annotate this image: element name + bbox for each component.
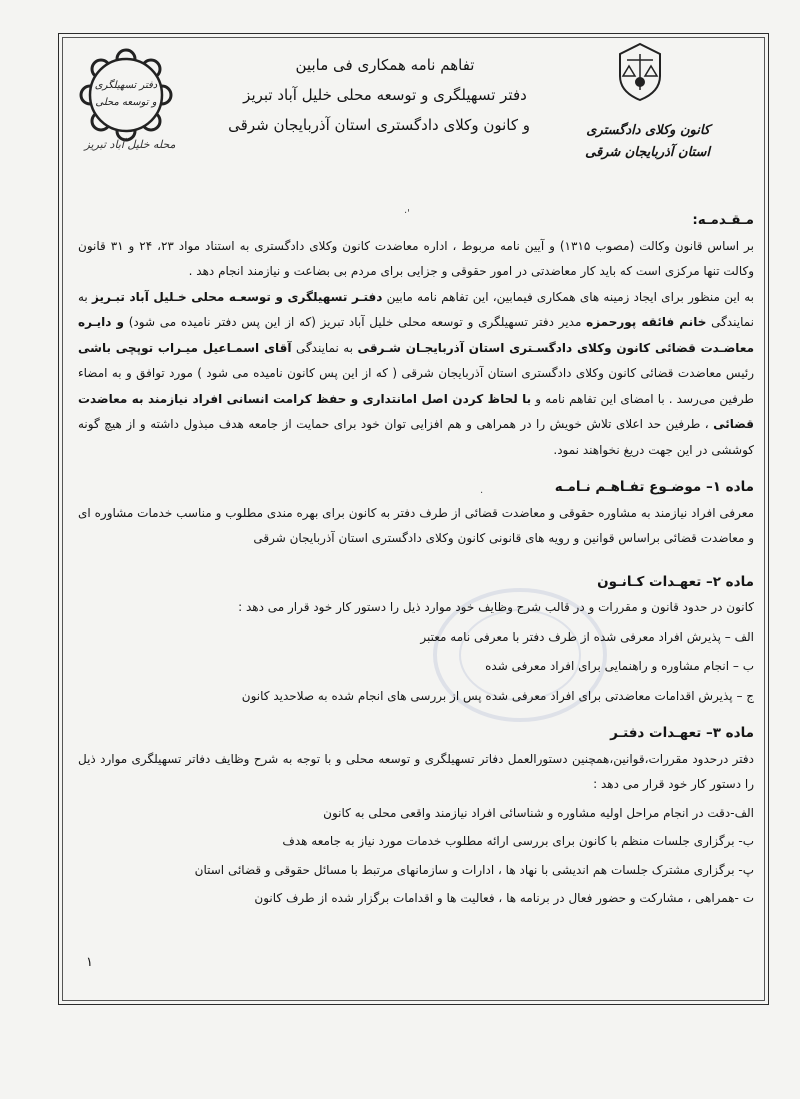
article2-intro: کانون در حدود قانون و مقررات و در قالب شرح وظایف خود موارد ذیل را دستور کار خود قرار می دهد : <box>238 600 754 614</box>
article3-item: الف-دقت در انجام مراحل اولیه مشاوره و شناسائی افراد نیازمند واقعی محلی به کانون <box>323 805 754 820</box>
stamp-line2: و توسعه محلی <box>95 97 157 108</box>
bar-logo-line1: کانون وکلای دادگستری <box>586 123 710 138</box>
article1-title: ماده ۱– موضـوع تفـاهـم نـامـه <box>554 479 754 495</box>
stamp-line1: دفتر تسهیلگری <box>94 80 158 91</box>
article1-text: معرفی افراد نیازمند به مشاوره حقوقی و معاضدت قضائی از طرف دفتر به کانون برای بهره مندی مطلوب و مناسب خدمات مشاوره ای و معاضدت قضائی براساس قوانین و رویه های قانونی کانون وکلای دادگستری استان آذربایجان شرقی <box>78 505 754 545</box>
page-number: ۱ <box>86 955 93 970</box>
document-body <box>78 208 754 912</box>
article3-item: ت -همراهی ، مشارکت و حضور فعال در برنامه ها ، فعالیت ها و اقدامات برگزار شده از طرف کانون <box>254 891 754 905</box>
article2-item: ب – انجام مشاوره و راهنمایی برای افراد معرفی شده <box>485 659 754 673</box>
intro-title: مـقـدمـه: <box>692 212 754 228</box>
article3-item: پ- برگزاری مشترک جلسات هم اندیشی با نهاد ها ، ادارات و سازمانهای مرتبط با مسائل حقوقی و قضائی استان <box>194 862 754 877</box>
bar-association-logo-text <box>580 120 710 164</box>
intro-paragraph-2: به این منظور برای ایجاد زمینه های همکاری فیمابین، این تفاهم نامه مابین دفتـر تسهیلگری و توسعـه محلی خـلیل آباد تبـریز به نمایندگی خانم فائقه پورحمزه مدیر دفتر تسهیلگری و توسعه محلی خلیل آباد تبریز (که از این پس دفتر نامیده می شود) و دایـره معاضـدت قضائی کانون وکلای دادگسـتری استان آذربایجـان شـرقی به نمایندگی آقای اسمـاعیل میـراب توپچی باشی رئیس معاضدت قضائی کانون وکلای دادگستری استان آذربایجان شرقی ( که از این پس کانون نامیده می شود ) مورد توافق و به امضاء طرفین می‌رسد . با امضای این تفاهم نامه و با لحاظ کردن اصل امانتداری و حفظ کرامت انسانی افراد نیازمند به معاضدت قضائی ، طرفین حد اعلای تلاش خویش را در همراهی و هم افزایی توان خود برای حمایت از جامعه هدف مبذول داشته و از هیچ گونه کوششی در این جهت دریغ نخواهند نمود. <box>78 289 755 457</box>
document-header <box>228 50 530 140</box>
bar-logo-line2: استان آذربایجان شرقی <box>585 145 710 160</box>
header-line1: تفاهم نامه همکاری فی مابین <box>295 56 475 74</box>
article2-title: ماده ۲– تعهـدات کـانـون <box>597 573 754 590</box>
header-line2: دفتر تسهیلگری و توسعه محلی خلیل آباد تبریز <box>243 86 527 104</box>
scan-mark: · <box>480 488 484 499</box>
article3-item: ب- برگزاری جلسات منظم با کانون برای بررسی ارائه مطلوب خدمات مورد نیاز به جامعه هدف <box>282 834 754 848</box>
article3-title: ماده ۳– تعهـدات دفتـر <box>610 725 754 741</box>
stamp-caption: محله خلیل آباد تبریز <box>84 138 176 151</box>
article3-intro: دفتر درحدود مقررات،قوانین،همچنین دستورالعمل دفاتر تسهیلگری و توسعه محلی و با توجه به شرح وظایف دفاتر تسهیلگری موارد ذیل را دستور کار خود قرار می دهد : <box>78 751 754 791</box>
intro-paragraph-1: بر اساس قانون وکالت (مصوب ۱۳۱۵) و آیین نامه مربوط ، اداره معاضدت کانون وکلای دادگستری به استناد مواد ۲۳، ۲۴ و ۳۱ قانون وکالت تنها مرکزی است که باید کار معاضدتی در امور حقوقی و جزایی برای مردم بی بضاعت و نیازمند انجام دهد . <box>78 238 755 278</box>
article2-item: الف – پذیرش افراد معرفی شده از طرف دفتر با معرفی نامه معتبر <box>420 629 754 644</box>
bar-association-emblem-icon <box>615 42 665 102</box>
scan-mark: ·' <box>404 208 410 219</box>
header-line3: و کانون وکلای دادگستری استان آذربایجان شرقی <box>228 116 530 134</box>
office-stamp-logo <box>76 45 176 145</box>
article2-item: ج – پذیرش اقدامات معاضدتی برای افراد معرفی شده پس از بررسی های انجام شده به صلاحدید کانون <box>241 688 754 703</box>
